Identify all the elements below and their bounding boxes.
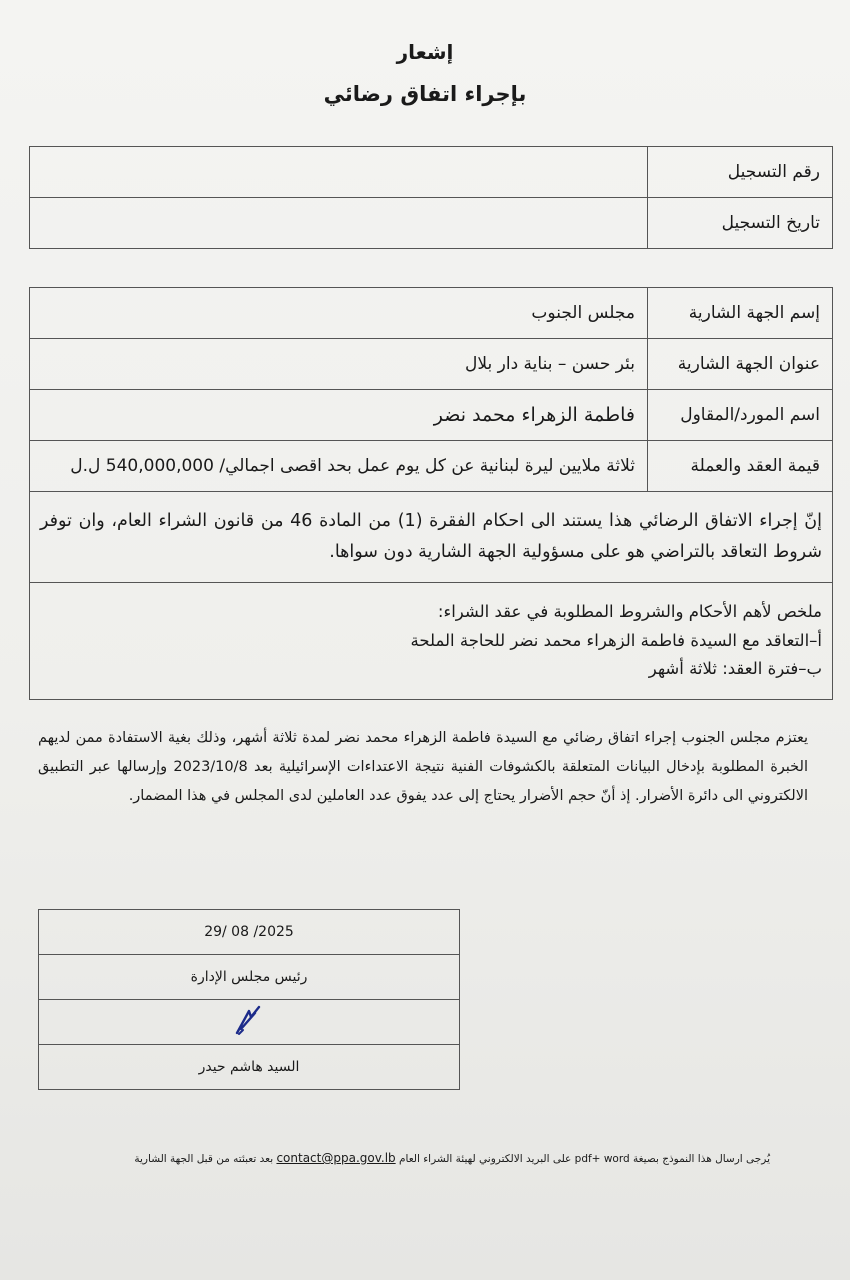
address-label: عنوان الجهة الشارية xyxy=(648,339,833,390)
table-row xyxy=(30,441,833,492)
notice-paragraph: يعتزم مجلس الجنوب إجراء اتفاق رضائي مع السيدة فاطمة الزهراء محمد نضر لمدة ثلاثة أشهر، وذلك بغية الاستفادة ممن لديهم الخبرة المطلوبة بإدخال البيانات المتعلقة بالكشوفات الفنية نتيجة الاعتداءات الإسرائيلية بعد 2023/10/8 وإرسالها عبر التطبيق الالكتروني الى دائرة الأضرار. إذ أنّ حجم الأضرار يحتاج إلى عدد يفوق عدد العاملين لدى المجلس في هذا المضمار. xyxy=(38,730,808,804)
table-row xyxy=(30,583,833,700)
supplier-value: فاطمة الزهراء محمد نضر xyxy=(30,390,648,441)
table-row xyxy=(39,1000,460,1045)
signature-cell xyxy=(39,1000,460,1045)
signature-date xyxy=(39,910,460,955)
terms-heading: ملخص لأهم الأحكام والشروط المطلوبة في عقد الشراء: xyxy=(437,601,822,621)
registration-number-value xyxy=(30,147,648,198)
table-row xyxy=(39,1045,460,1090)
footer-text-after: بعد تعبئته من قبل الجهة الشارية xyxy=(134,1153,277,1165)
table-row xyxy=(39,910,460,955)
contract-value-label: قيمة العقد والعملة xyxy=(648,441,833,492)
table-row xyxy=(30,147,833,198)
contract-details-table xyxy=(29,287,833,700)
signature-date-text: 29/ 08 /2025 xyxy=(204,924,294,940)
registration-date-label: تاريخ التسجيل xyxy=(648,198,833,249)
entity-value: مجلس الجنوب xyxy=(30,288,648,339)
table-row xyxy=(30,198,833,249)
entity-label: إسم الجهة الشارية xyxy=(648,288,833,339)
address-value: بئر حسن – بناية دار بلال xyxy=(30,339,648,390)
supplier-label: اسم المورد/المقاول xyxy=(648,390,833,441)
document-title: إشعار xyxy=(396,40,454,64)
table-row xyxy=(30,339,833,390)
registration-date-value xyxy=(30,198,648,249)
terms-cell xyxy=(30,583,833,700)
table-row xyxy=(30,492,833,583)
handwritten-signature xyxy=(229,1003,269,1037)
signature-table xyxy=(38,909,460,1090)
footer-text-before: يُرجى ارسال هذا النموذج بصيغة pdf+ word على البريد الالكتروني لهيئة الشراء العام xyxy=(395,1153,770,1165)
table-row xyxy=(30,390,833,441)
table-row xyxy=(39,955,460,1000)
registration-number-label: رقم التسجيل xyxy=(648,147,833,198)
footer-email-link[interactable]: contact@ppa.gov.lb xyxy=(276,1151,396,1165)
registration-table xyxy=(29,146,833,249)
table-row xyxy=(30,288,833,339)
terms-item: ب–فترة العقد: ثلاثة أشهر xyxy=(648,659,822,679)
signatory-name: السيد هاشم حيدر xyxy=(39,1045,460,1090)
footer-note xyxy=(60,1151,770,1165)
signatory-title: رئيس مجلس الإدارة xyxy=(39,955,460,1000)
legal-basis-text: إنّ إجراء الاتفاق الرضائي هذا يستند الى احكام الفقرة (1) من المادة 46 من قانون الشراء العام، وان توفر شروط التعاقد بالتراضي هو على مسؤولية الجهة الشارية دون سواها. xyxy=(30,492,833,583)
document-subtitle: بإجراء اتفاق رضائي xyxy=(323,82,527,106)
contract-value-value: ثلاثة ملايين ليرة لبنانية عن كل يوم عمل بحد اقصى اجمالي/ 540,000,000 ل.ل xyxy=(30,441,648,492)
terms-item: أ–التعاقد مع السيدة فاطمة الزهراء محمد نضر للحاجة الملحة xyxy=(410,630,822,650)
